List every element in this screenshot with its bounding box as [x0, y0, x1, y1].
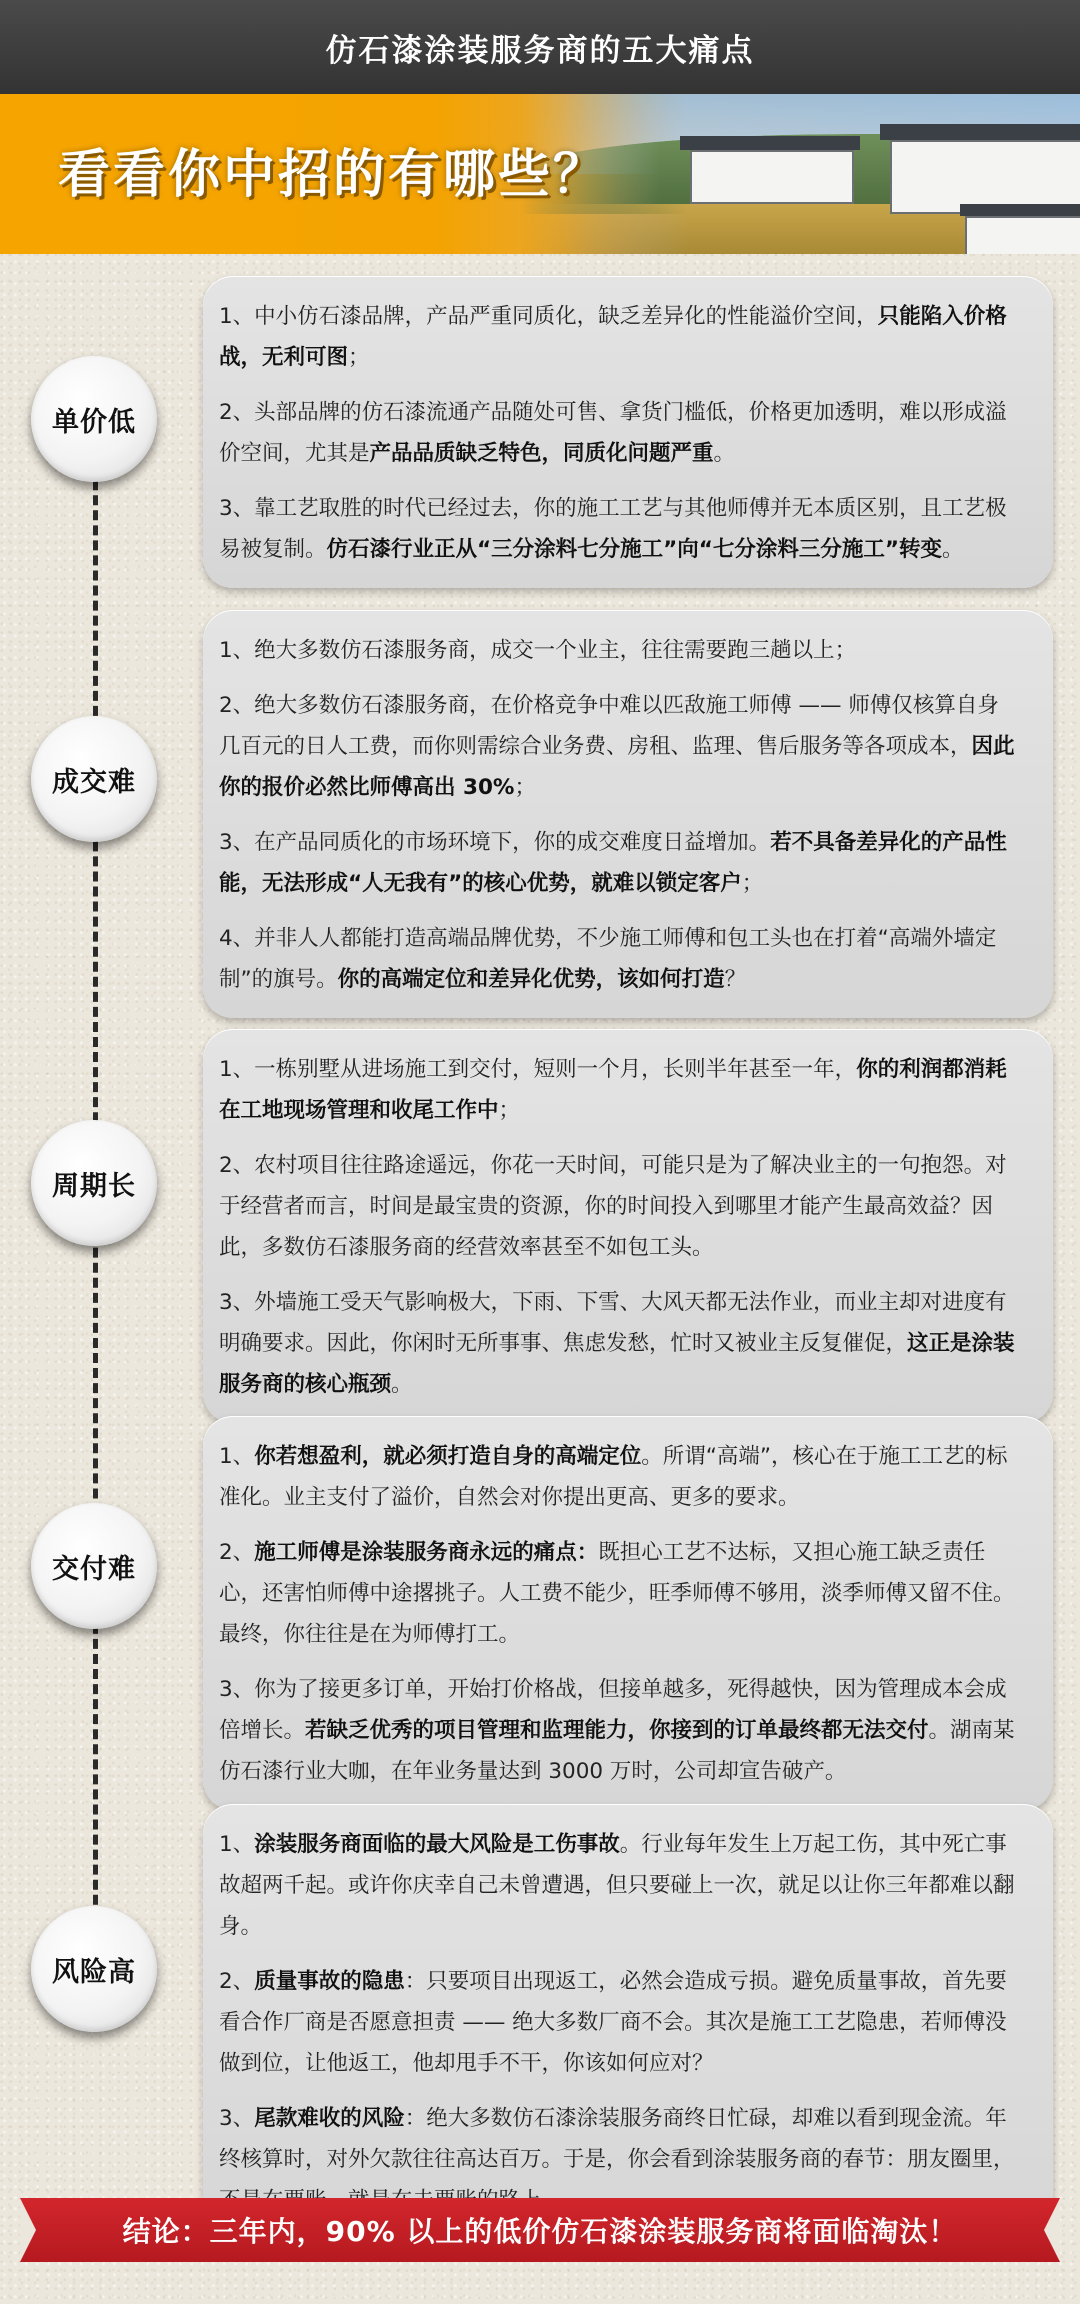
banner-cut-right	[1044, 2198, 1060, 2262]
banner-cut-left	[20, 2198, 36, 2262]
emphasis-text: 仿石漆行业正从“三分涂料七分施工”向“七分涂料三分施工”转变	[326, 537, 943, 562]
emphasis-text: 涂装服务商面临的最大风险是工伤事故	[254, 1832, 620, 1857]
pain-point-item	[219, 296, 1019, 378]
pain-point-item	[219, 822, 1019, 904]
item-text: 1、一栋别墅从进场施工到交付，短则一个月，长则半年甚至一年，	[219, 1057, 857, 1082]
emphasis-text: 你若想盈利，就必须打造自身的高端定位	[254, 1444, 642, 1469]
hero-house	[690, 150, 854, 204]
hero-house-roof	[960, 204, 1080, 216]
pain-point-card	[203, 610, 1053, 1018]
emphasis-text: 只能陷入价格战，无利可图	[219, 304, 1007, 370]
pain-point-item	[219, 1669, 1019, 1792]
emphasis-text: 施工师傅是涂装服务商永远的痛点：	[254, 1540, 599, 1565]
hero-house-roof	[680, 136, 860, 150]
item-text: 1、	[219, 1832, 255, 1857]
emphasis-text: 若不具备差异化的产品性能，无法形成“人无我有”的核心优势，就难以锁定客户	[219, 830, 1007, 896]
item-text: 1、	[219, 1444, 255, 1469]
item-text: ；	[498, 1098, 521, 1123]
item-text: 2、绝大多数仿石漆服务商，在价格竞争中难以匹敌施工师傅 —— 师傅仅核算自身几百元的日人工费，而你则需综合业务费、房租、监理、售后服务等各项成本，	[219, 693, 999, 759]
pain-point-item	[219, 1436, 1019, 1518]
item-text: 3、外墙施工受天气影响极大，下雨、下雪、大风天都无法作业，而业主却对进度有明确要求。因此，你闲时无所事事、焦虑发愁，忙时又被业主反复催促，	[219, 1290, 1007, 1356]
pain-point-badge: 交付难	[31, 1503, 157, 1629]
pain-point-item	[219, 630, 1019, 671]
pain-point-card	[203, 1416, 1053, 1810]
item-text: 2、农村项目往往路途遥远，你花一天时间，可能只是为了解决业主的一句抱怨。对于经营者而言，时间是最宝贵的资源，你的时间投入到哪里才能产生最高效益？因此，多数仿石漆服务商的经营效率甚至不如包工头。	[219, 1153, 1007, 1260]
item-text: 4、并非人人都能打造高端品牌优势，不少施工师傅和包工头也在打着“高端外墙定制”的旗号。	[219, 926, 997, 992]
item-text: 3、	[219, 2106, 255, 2131]
item-text: ？	[724, 967, 747, 992]
hero-house	[965, 216, 1080, 254]
conclusion-banner	[20, 2198, 1060, 2262]
item-text: 。	[942, 537, 964, 562]
item-text: ；	[741, 871, 764, 896]
pain-point-item	[219, 918, 1019, 1000]
hero-banner	[0, 94, 1080, 254]
pain-point-item	[219, 1824, 1019, 1947]
item-text: 3、你为了接更多订单，开始打价格战，但接单越多，死得越快，因为管理成本会成倍增长。	[219, 1677, 1007, 1743]
emphasis-text: 你的利润都消耗在工地现场管理和收尾工作中	[219, 1057, 1007, 1123]
item-text: 1、绝大多数仿石漆服务商，成交一个业主，往往需要跑三趟以上；	[219, 638, 857, 663]
emphasis-text: 质量事故的隐患	[254, 1969, 405, 1994]
pain-point-item	[219, 1049, 1019, 1131]
hero-house-roof	[880, 124, 1080, 140]
item-text: 1、中小仿石漆品牌，产品严重同质化，缺乏差异化的性能溢价空间，	[219, 304, 878, 329]
item-text: 2、头部品牌的仿石漆流通产品随处可售、拿货门槛低，价格更加透明，难以形成溢价空间，尤其是	[219, 400, 1007, 466]
pain-point-card	[203, 1029, 1053, 1423]
conclusion-text: 结论：三年内，90% 以上的低价仿石漆涂装服务商将面临淘汰！	[122, 2215, 958, 2248]
pain-point-item	[219, 1145, 1019, 1268]
item-text: 2、	[219, 1540, 255, 1565]
item-text: 。行业每年发生上万起工伤，其中死亡事故超两千起。或许你庆幸自己未曾遭遇，但只要碰上一次，就足以让你三年都难以翻身。	[219, 1832, 1015, 1939]
emphasis-text: 若缺乏优秀的项目管理和监理能力，你接到的订单最终都无法交付	[305, 1718, 929, 1743]
pain-point-item	[219, 685, 1019, 808]
item-text: 2、	[219, 1969, 255, 1994]
item-text: ：绝大多数仿石漆涂装服务商终日忙碌，却难以看到现金流。年终核算时，对外欠款往往高达百万。于是，你会看到涂装服务商的春节：朋友圈里，	[219, 2106, 1015, 2172]
pain-point-item	[219, 1532, 1019, 1655]
header-title: 仿石漆涂装服务商的五大痛点	[325, 32, 755, 69]
item-text: 3、靠工艺取胜的时代已经过去，你的施工工艺与其他师傅并无本质区别，且工艺极易被复制。	[219, 496, 1007, 562]
pain-point-item	[219, 488, 1019, 570]
pain-point-card	[203, 1804, 1053, 2239]
item-text: 。	[713, 441, 736, 466]
pain-point-item	[219, 1961, 1019, 2084]
hero-house	[890, 140, 1080, 214]
pain-point-badge: 单价低	[31, 356, 157, 482]
pain-point-badge: 周期长	[31, 1120, 157, 1246]
pain-point-card	[203, 276, 1053, 588]
item-text: 。湖南某仿石漆行业大咖，在年业务量达到 3000 万时，公司却宣告破产。	[219, 1718, 1015, 1784]
emphasis-text: 你的高端定位和差异化优势，该如何打造	[337, 967, 725, 992]
pain-point-badge: 风险高	[31, 1906, 157, 2032]
item-text: 。所谓“高端”，核心在于施工工艺的标准化。业主支付了溢价，自然会对你提出更高、更多的要求。	[219, 1444, 1008, 1510]
item-text: ：只要项目出现返工，必然会造成亏损。避免质量事故，首先要看合作厂商是否愿意担责 —— 绝大多数厂商不会。其次是施工工艺隐患，若师傅没做到位，让他返工，他却甩手不干，你该如何应对？	[219, 1969, 1007, 2076]
item-text: ；	[348, 345, 370, 370]
pain-point-badge: 成交难	[31, 716, 157, 842]
hero-title: 看看你中招的有哪些？	[58, 145, 609, 205]
emphasis-text: 这正是涂装服务商的核心瓶颈	[219, 1331, 1015, 1397]
emphasis-text: 因此你的报价必然比师傅高出 30%	[219, 734, 1015, 800]
header-bar	[0, 0, 1080, 94]
item-text: 3、在产品同质化的市场环境下，你的成交难度日益增加。	[219, 830, 771, 855]
emphasis-text: 产品品质缺乏特色，同质化问题严重	[369, 441, 714, 466]
pain-point-item	[219, 392, 1019, 474]
emphasis-text: 尾款难收的风险	[254, 2106, 405, 2131]
pain-point-item	[219, 1282, 1019, 1405]
item-text: 既担心工艺不达标，又担心施工缺乏责任心，还害怕师傅中途撂挑子。人工费不能少，旺季师傅不够用，淡季师傅又留不住。最终，你往往是在为师傅打工。	[219, 1540, 1015, 1647]
item-text: ；	[514, 775, 536, 800]
item-text: 。	[391, 1372, 413, 1397]
